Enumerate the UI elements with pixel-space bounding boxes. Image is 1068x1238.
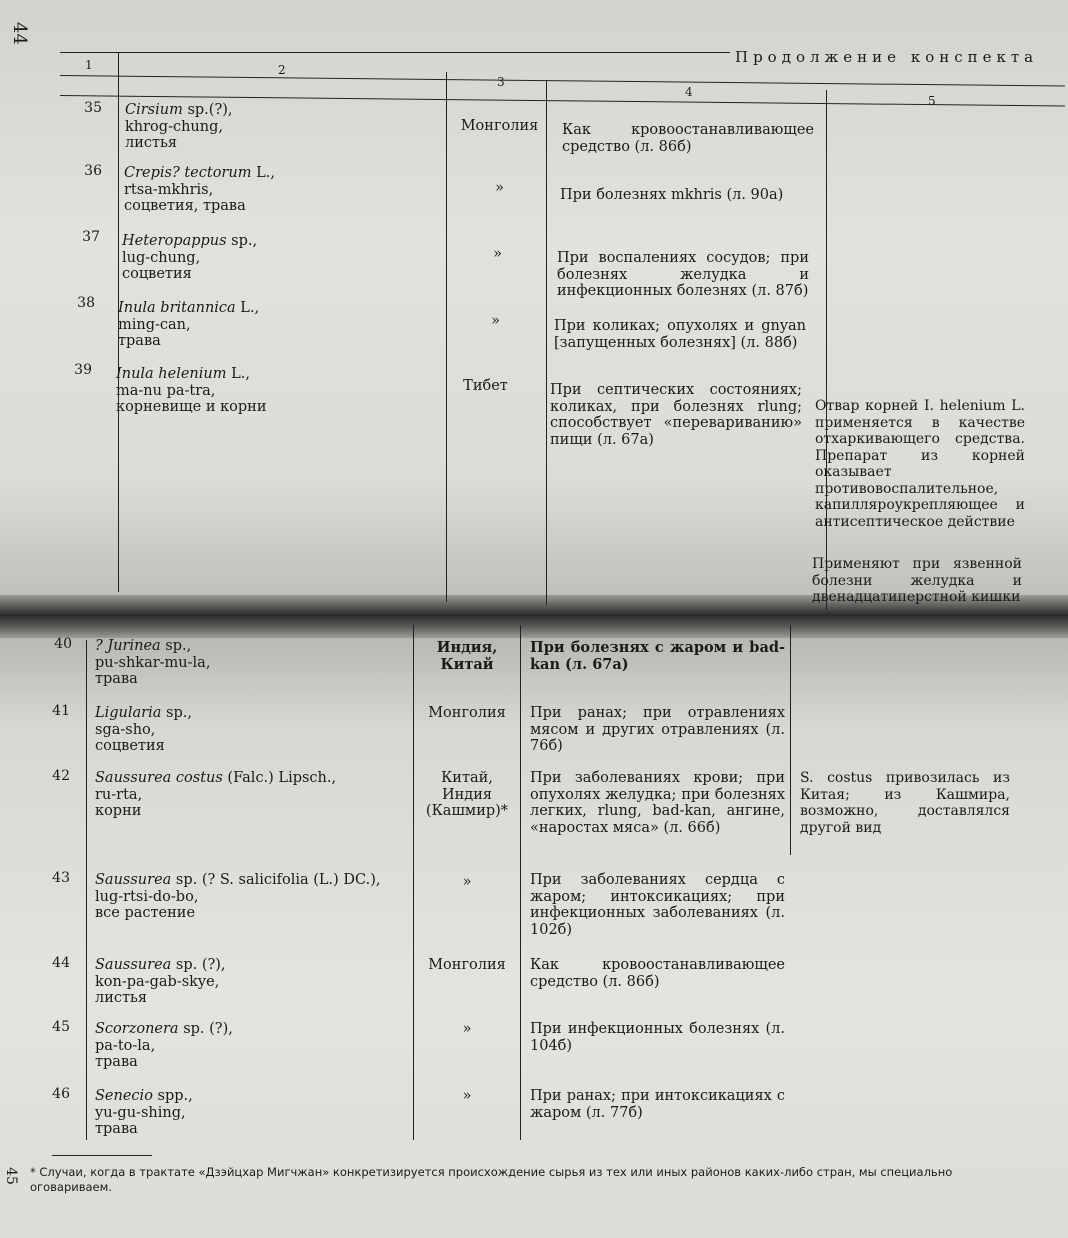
origin-cell: »: [493, 246, 502, 262]
row-number: 40: [54, 636, 72, 652]
species-cell: Saussurea sp. (? S. salicifolia (L.) DC.), lug-rtsi-do-bo, все растение: [95, 872, 381, 921]
origin-cell: Монголия: [428, 957, 506, 973]
origin-cell: Монголия: [460, 118, 539, 134]
col-divider-3-lower: [520, 625, 521, 1140]
table-top-rule: [60, 52, 730, 53]
row-number: 38: [77, 295, 95, 311]
col-3-number: 3: [497, 75, 505, 89]
origin-cell: Китай, Индия (Кашмир)*: [425, 770, 509, 819]
col-divider-3: [546, 80, 547, 605]
row-number: 37: [82, 229, 100, 245]
species-cell: Heteropappus sp., lug-chung, соцветия: [122, 233, 258, 282]
col-divider-4: [826, 90, 827, 610]
use-cell: При болезнях с жаром и bad-kan (л. 67а): [530, 639, 785, 673]
row-number: 39: [74, 362, 92, 378]
row-number: 44: [52, 955, 70, 971]
use-cell: При заболеваниях крови; при опухолях желудка; при болезнях легких, rlung, bad-kan, ангине, «наростах мяса» (л. 66б): [530, 770, 785, 836]
col-divider-2: [446, 72, 447, 602]
row-number: 42: [52, 768, 70, 784]
col-1-number: 1: [85, 58, 93, 72]
origin-cell: »: [491, 313, 500, 329]
species-cell: Saussurea costus (Falc.) Lipsch., ru-rta, корни: [95, 770, 337, 819]
species-cell: Ligularia sp., sga-sho, соцветия: [95, 705, 192, 754]
page-number-bottom: 45: [2, 1167, 19, 1185]
col-divider-4-lower: [790, 625, 791, 855]
use-cell: При коликах; опухолях и gnyan [запущенных болезнях] (л. 88б): [554, 318, 806, 351]
use-cell: При ранах; при интоксикациях с жаром (л. 77б): [530, 1088, 785, 1121]
note-cell: S. costus привозилась из Китая; из Кашмира, возможно, доставлялся другой вид: [800, 770, 1010, 836]
origin-cell: »: [462, 1088, 472, 1104]
col-5-number: 5: [928, 94, 936, 108]
use-cell: При болезнях mkhris (л. 90а): [560, 187, 784, 203]
footnote-rule: [52, 1155, 152, 1156]
species-cell: Crepis? tectorum L., rtsa-mkhris, соцветия, трава: [124, 165, 275, 214]
species-cell: Saussurea sp. (?), kon-pa-gab-skye, листья: [95, 957, 226, 1006]
use-cell: При септических состояниях; коликах, при болезнях rlung; способствует «перевариванию» пищи (л. 67а): [550, 382, 802, 448]
species-cell: Inula britannica L., ming-can, трава: [118, 300, 260, 349]
use-cell: Как кровоостанавливающее средство (л. 86б): [530, 957, 785, 990]
note-cell: Отвар корней I. helenium L. применяется в качестве отхаркивающего средства. Препарат из корней оказывает противовоспалительное, капилляроукрепляющее и антисептическое действие: [815, 398, 1025, 530]
col-2-number: 2: [278, 63, 286, 77]
row-number: 46: [52, 1086, 70, 1102]
species-cell: Senecio spp., yu-gu-shing, трава: [95, 1088, 193, 1137]
origin-cell: Тибет: [463, 378, 508, 394]
footnote: * Случаи, когда в трактате «Дзэйцхар Мигчжан» конкретизируется происхождение сырья из тех или иных районов каких-либо стран, мы специально оговариваем.: [30, 1165, 953, 1194]
row-number: 43: [52, 870, 70, 886]
species-cell: Cirsium sp.(?), khrog-chung, листья: [125, 102, 233, 151]
row-number: 45: [52, 1019, 70, 1035]
use-cell: При ранах; при отравлениях мясом и других отравлениях (л. 76б): [530, 705, 785, 754]
row-number: 36: [84, 163, 102, 179]
row-number: 35: [84, 100, 102, 116]
use-cell: При инфекционных болезнях (л. 104б): [530, 1021, 785, 1054]
use-cell: При воспалениях сосудов; при болезнях желудка и инфекционных болезнях (л. 87б): [557, 250, 809, 299]
species-cell: ? Jurinea sp., pu-shkar-mu-la, трава: [95, 638, 211, 687]
row-number: 41: [52, 703, 70, 719]
species-cell: Scorzonera sp. (?), pa-to-la, трава: [95, 1021, 233, 1070]
col-divider-1-lower: [86, 640, 87, 1140]
origin-cell: »: [495, 180, 504, 196]
page-number: 44: [9, 22, 30, 45]
col-4-number: 4: [685, 85, 693, 99]
continuation-header: Продолжение конспекта: [735, 48, 1039, 66]
use-cell: При заболеваниях сердца с жаром; интоксикациях; при инфекционных заболеваниях (л. 102б): [530, 872, 785, 938]
origin-cell: Индия, Китай: [436, 639, 498, 673]
note-cell-2: Применяют при язвенной болезни желудка и двенадцатиперстной кишки: [812, 556, 1022, 605]
species-cell: Inula helenium L., ma-nu pa-tra, корневище и корни: [116, 366, 267, 415]
origin-cell: »: [462, 1021, 472, 1037]
origin-cell: »: [462, 874, 472, 890]
use-cell: Как кровоостанавливающее средство (л. 86б): [562, 122, 814, 155]
origin-cell: Монголия: [428, 705, 506, 721]
